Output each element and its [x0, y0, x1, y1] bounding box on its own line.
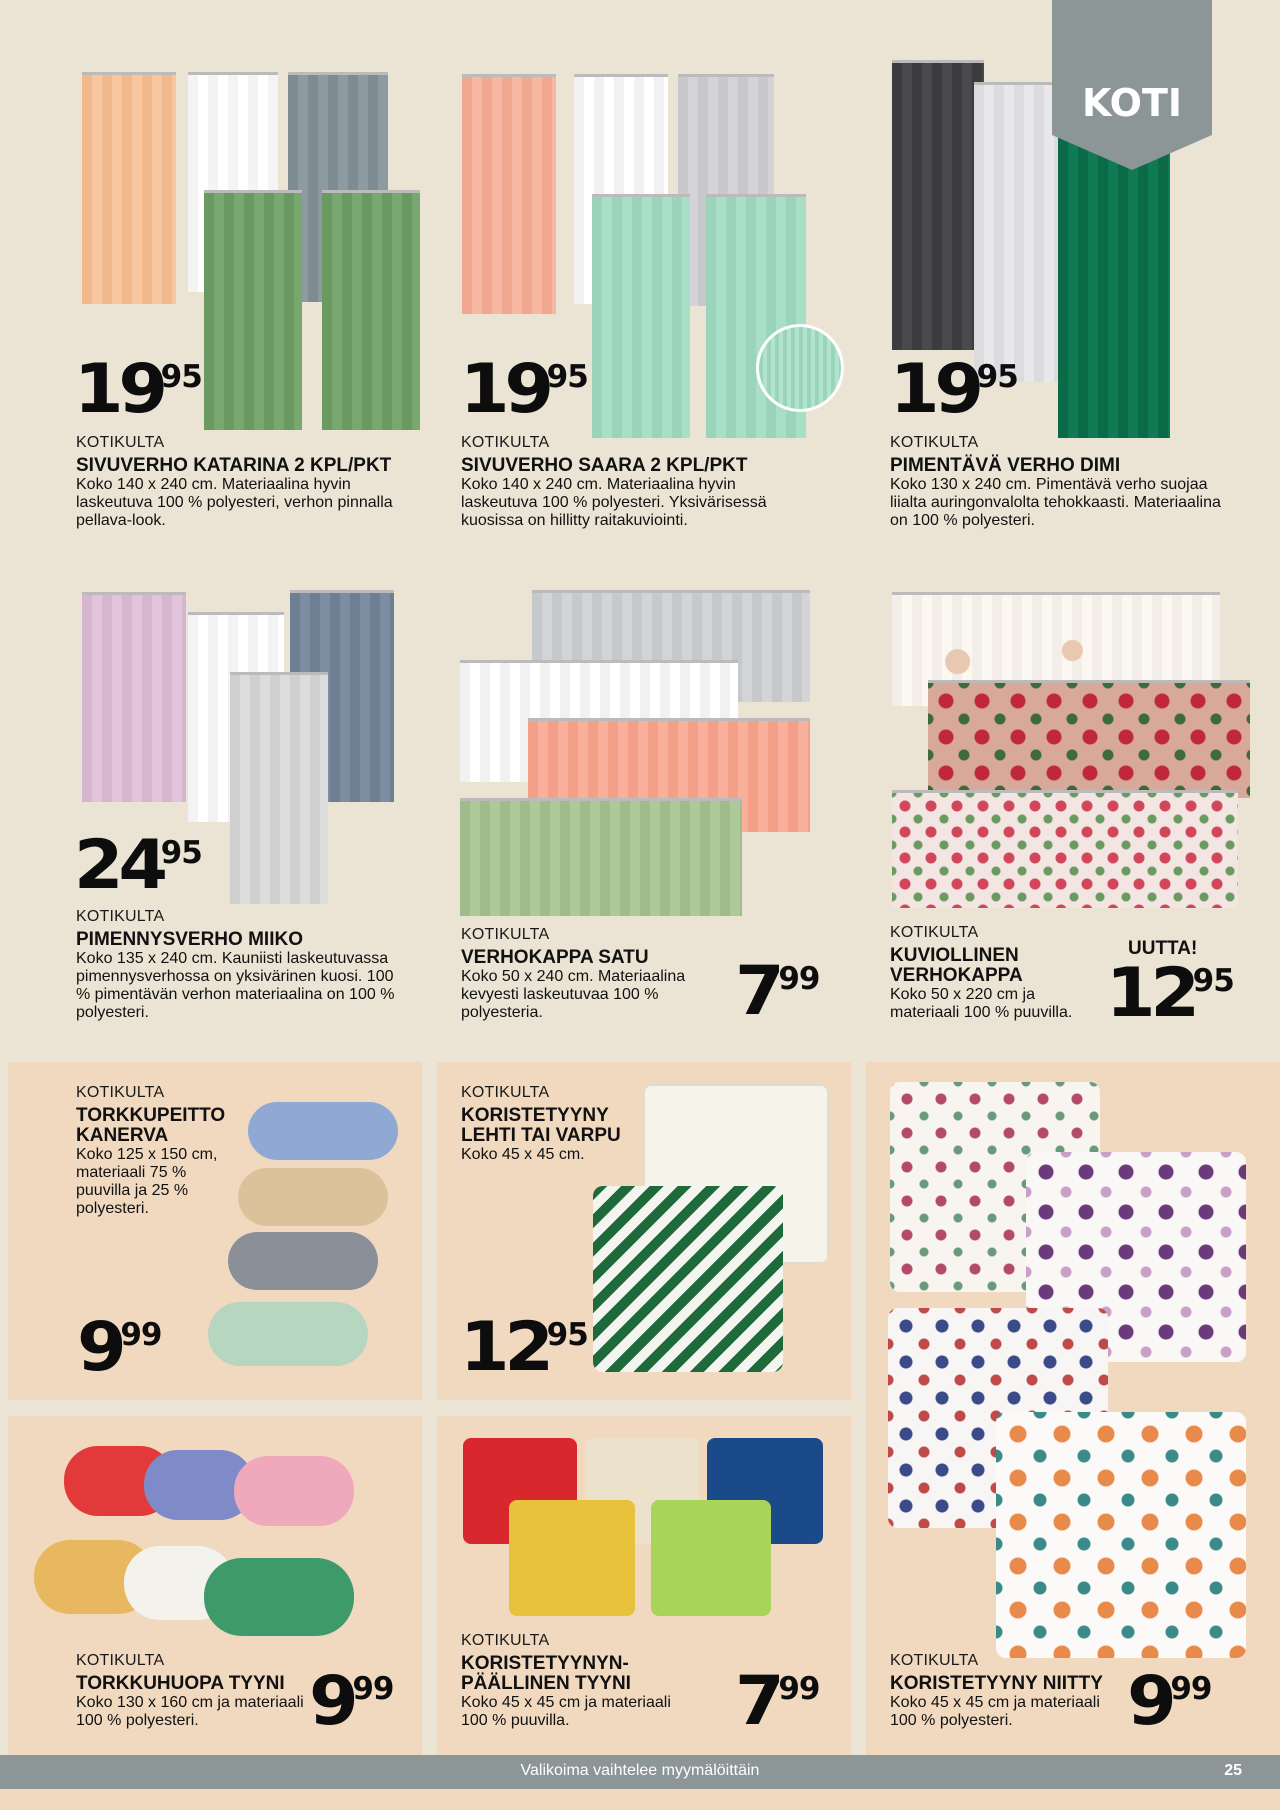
product-info [76, 1652, 306, 1730]
product-info [76, 908, 396, 1022]
product-info [461, 1632, 681, 1730]
product-brand: KOTIKULTA [890, 434, 979, 451]
product-desc: Koko 130 x 160 cm ja materiaali 100 % polyesteri. [76, 1694, 304, 1729]
price: 1295 [459, 1308, 588, 1387]
product-info [461, 926, 731, 1022]
cushion-image [996, 1412, 1246, 1658]
curtain-image [230, 672, 328, 904]
product-title: TORKKUHUOPA TYYNI [76, 1673, 285, 1694]
product-title: PIMENNYSVERHO MIIKO [76, 929, 303, 950]
product-title: KORISTETYYNYN-PÄÄLLINEN TYYNI [461, 1653, 631, 1694]
price: 999 [308, 1662, 394, 1741]
curtain-image [974, 82, 1062, 382]
product-desc: Koko 45 x 45 cm. [461, 1146, 585, 1163]
product-brand: KOTIKULTA [890, 924, 979, 941]
curtain-image [1058, 130, 1170, 438]
product-title: SIVUVERHO SAARA 2 KPL/PKT [461, 455, 748, 476]
product-brand: KOTIKULTA [461, 1632, 550, 1649]
product-brand: KOTIKULTA [76, 1652, 165, 1669]
product-info [890, 924, 1100, 1022]
price: 1995 [889, 350, 1018, 429]
new-badge: UUTTA! [1128, 938, 1198, 959]
product-brand: KOTIKULTA [76, 434, 165, 451]
cushion-image [651, 1500, 771, 1616]
product-info [461, 434, 811, 530]
price: 1295 [1105, 954, 1234, 1033]
price: 999 [76, 1308, 162, 1387]
product-info [461, 1084, 651, 1164]
valance-image [928, 680, 1250, 798]
product-info [890, 1652, 1120, 1730]
price: 1995 [459, 350, 588, 429]
curtain-image [82, 72, 176, 304]
product-desc: Koko 50 x 220 cm ja materiaali 100 % puuvilla. [890, 986, 1073, 1021]
curtain-image [82, 592, 186, 802]
product-info [76, 1084, 226, 1218]
product-desc: Koko 135 x 240 cm. Kauniisti laskeutuvassa pimennysverhossa on yksivärinen kuosi. 100 % pimentävän verhon materiaalina on 100 % polyesteri. [76, 950, 395, 1021]
product-info [76, 434, 396, 530]
product-brand: KOTIKULTA [76, 908, 165, 925]
footer-bar [0, 1755, 1280, 1789]
curtain-image [322, 190, 420, 430]
section-banner [1052, 0, 1212, 170]
curtain-image [204, 190, 302, 430]
blanket-image [228, 1092, 404, 1392]
cushion-image [593, 1186, 783, 1372]
product-brand: KOTIKULTA [461, 1084, 550, 1101]
curtain-image [892, 60, 984, 350]
throw-image [54, 1436, 414, 1676]
curtain-image [592, 194, 690, 438]
product-title: TORKKUPEITTO KANERVA [76, 1105, 226, 1146]
price: 999 [1126, 1662, 1212, 1741]
product-desc: Koko 125 x 150 cm, materiaali 75 % puuvilla ja 25 % polyesteri. [76, 1146, 218, 1217]
availability-note: Valikoima vaihtelee myymälöittäin [520, 1762, 760, 1779]
price: 799 [734, 952, 820, 1031]
bottom-strip [0, 1789, 1280, 1810]
fabric-detail-circle [756, 324, 844, 412]
section-tag: KOTI [1081, 81, 1183, 125]
valance-image [892, 790, 1238, 908]
product-title: SIVUVERHO KATARINA 2 KPL/PKT [76, 455, 392, 476]
product-brand: KOTIKULTA [76, 1084, 165, 1101]
product-brand: KOTIKULTA [461, 926, 550, 943]
product-desc: Koko 45 x 45 cm ja materiaali 100 % puuvilla. [461, 1694, 671, 1729]
product-desc: Koko 140 x 240 cm. Materiaalina hyvin laskeutuva 100 % polyesteri. Yksivärisessä kuosissa on hillitty raitakuviointi. [461, 476, 767, 529]
product-brand: KOTIKULTA [461, 434, 550, 451]
product-title: KORISTETYYNY NIITTY [890, 1673, 1103, 1694]
curtain-image [462, 74, 556, 314]
product-desc: Koko 130 x 240 cm. Pimentävä verho suojaa liialta auringonvalolta tehokkaasti. Materiaalina on 100 % polyesteri. [890, 476, 1221, 529]
product-brand: KOTIKULTA [890, 1652, 979, 1669]
product-title: KUVIOLLINEN VERHOKAPPA [890, 945, 1023, 986]
product-desc: Koko 50 x 240 cm. Materiaalina kevyesti laskeutuvaa 100 % polyesteria. [461, 968, 686, 1021]
price: 799 [734, 1662, 820, 1741]
product-title: PIMENTÄVÄ VERHO DIMI [890, 455, 1121, 476]
valance-image [460, 798, 742, 916]
price: 2495 [73, 826, 202, 905]
page-number: 25 [1224, 1762, 1242, 1779]
product-info [890, 434, 1240, 530]
product-desc: Koko 45 x 45 cm ja materiaali 100 % polyesteri. [890, 1694, 1100, 1729]
product-title: KORISTETYYNY LEHTI TAI VARPU [461, 1105, 621, 1146]
product-title: VERHOKAPPA SATU [461, 947, 649, 968]
product-desc: Koko 140 x 240 cm. Materiaalina hyvin laskeutuva 100 % polyesteri, verhon pinnalla pellava-look. [76, 476, 393, 529]
cushion-image [509, 1500, 635, 1616]
price: 1995 [73, 350, 202, 429]
